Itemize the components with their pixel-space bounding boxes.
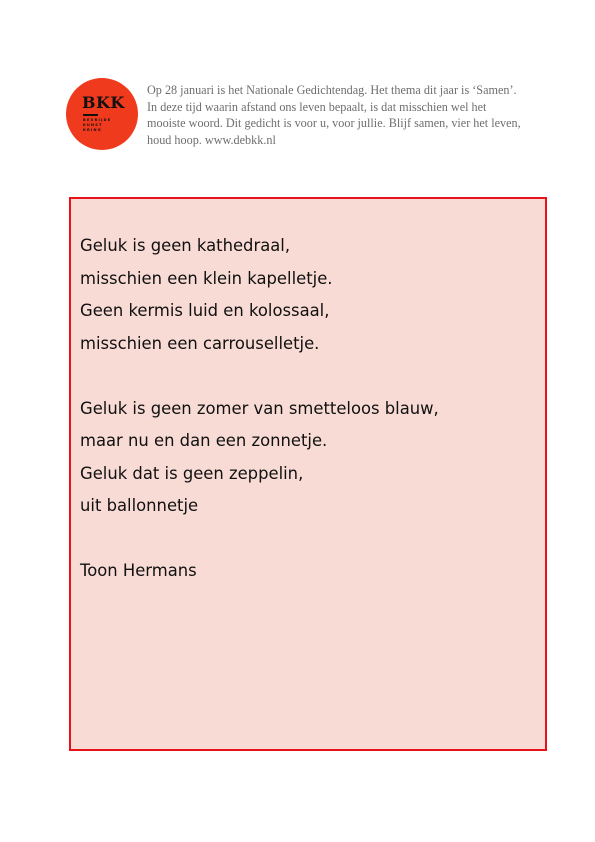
- logo-tagline-line: BEVRIJDE: [83, 118, 112, 122]
- poem-line: uit ballonnetje: [80, 496, 199, 515]
- poem-box: [69, 197, 547, 751]
- poem-line: Geen kermis luid en kolossaal,: [80, 301, 330, 320]
- logo-tagline-line: KRING: [83, 128, 102, 133]
- poem-line: misschien een klein kapelletje.: [80, 268, 333, 288]
- poem-line: Geluk is geen zomer van smetteloos blauw,: [80, 398, 439, 418]
- logo-wordmark: BKK: [82, 93, 125, 112]
- poem-line: Geluk dat is geen zeppelin,: [80, 463, 304, 483]
- poem-line: misschien een carrouselletje.: [80, 333, 320, 353]
- logo-divider: [83, 114, 98, 116]
- poem: [80, 230, 540, 588]
- logo-tagline: [83, 118, 123, 134]
- intro-paragraph: Op 28 januari is het Nationale Gedichtendag. Het thema dit jaar is ‘Samen’. In deze tijd waarin afstand ons leven bepaalt, is dat misschien wel het mooiste woord. Dit gedicht is voor u, voor jullie. Blijf samen, vier het leven, houd hoop. www.debkk.nl: [147, 83, 521, 147]
- stanza-break: [80, 523, 540, 556]
- poem-line: Geluk is geen kathedraal,: [80, 236, 291, 255]
- poem-line: maar nu en dan een zonnetje.: [80, 431, 328, 450]
- logo-tagline-line: KUNST: [83, 123, 103, 128]
- bkk-logo: [66, 78, 138, 150]
- stanza-break: [80, 360, 540, 393]
- poem-author: Toon Hermans: [80, 561, 197, 580]
